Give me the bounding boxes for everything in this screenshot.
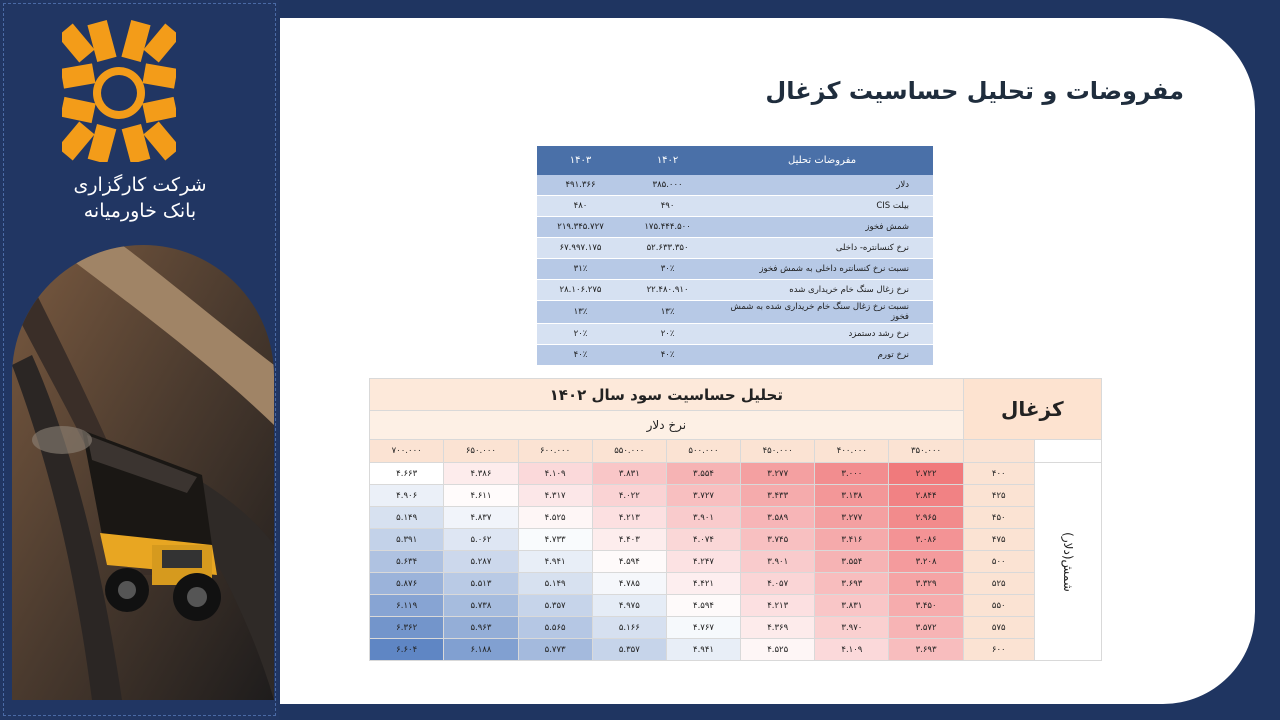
sensitivity-row xyxy=(370,485,1102,507)
sensitivity-cell: ۳.۹۰۱ xyxy=(666,507,740,529)
assumption-row xyxy=(537,217,933,238)
sensitivity-cell: ۴.۸۳۷ xyxy=(444,507,518,529)
assumption-label: دلار xyxy=(711,175,933,196)
sensitivity-cell: ۵.۳۵۷ xyxy=(518,595,592,617)
sensitivity-cell: ۴.۹۴۱ xyxy=(518,551,592,573)
assumption-value-1402: ۵۲.۶۳۳.۳۵۰ xyxy=(624,238,711,259)
sensitivity-cell: ۴.۲۱۳ xyxy=(741,595,815,617)
assumption-value-1403: ۲۰٪ xyxy=(537,324,624,345)
assumption-value-1403: ۴۰٪ xyxy=(537,345,624,366)
assumption-value-1403: ۴۸۰ xyxy=(537,196,624,217)
sensitivity-cell: ۵.۲۸۷ xyxy=(444,551,518,573)
sensitivity-cell: ۳.۲۷۷ xyxy=(741,463,815,485)
sensitivity-cell: ۵.۵۶۵ xyxy=(518,617,592,639)
assumption-label: شمش فخوز xyxy=(711,217,933,238)
sensitivity-row xyxy=(370,507,1102,529)
sensitivity-cell: ۵.۳۹۱ xyxy=(370,529,444,551)
sensitivity-cell: ۲.۹۶۵ xyxy=(889,507,963,529)
sensitivity-cell: ۵.۸۷۶ xyxy=(370,573,444,595)
sensitivity-cell: ۵.۷۳۸ xyxy=(444,595,518,617)
sensitivity-cell: ۴.۷۶۷ xyxy=(666,617,740,639)
sensitivity-cell: ۳.۹۰۱ xyxy=(741,551,815,573)
bullion-price-row-header: ۴۵۰ xyxy=(963,507,1034,529)
sensitivity-cell: ۴.۴۰۳ xyxy=(592,529,666,551)
bullion-price-row-header: ۶۰۰ xyxy=(963,639,1034,661)
sensitivity-cell: ۲.۸۴۴ xyxy=(889,485,963,507)
sensitivity-cell: ۴.۳۱۷ xyxy=(518,485,592,507)
sensitivity-cell: ۴.۵۲۵ xyxy=(741,639,815,661)
sensitivity-cell: ۵.۵۱۳ xyxy=(444,573,518,595)
company-name xyxy=(60,172,220,224)
sensitivity-cell: ۳.۸۳۱ xyxy=(815,595,889,617)
sensitivity-cell: ۴.۷۳۳ xyxy=(518,529,592,551)
assumption-value-1402: ۲۲.۴۸۰.۹۱۰ xyxy=(624,280,711,301)
sensitivity-cell: ۴.۰۵۷ xyxy=(741,573,815,595)
sensitivity-cell: ۴.۲۴۷ xyxy=(666,551,740,573)
dollar-rate-column-header: ۵۰۰.۰۰۰ xyxy=(666,440,740,463)
company-ticker: کزغال xyxy=(963,379,1101,440)
assumption-row xyxy=(537,301,933,324)
sensitivity-cell: ۴.۰۲۲ xyxy=(592,485,666,507)
assumption-label: نرخ تورم xyxy=(711,345,933,366)
sensitivity-cell: ۳.۴۵۰ xyxy=(889,595,963,617)
assumption-row xyxy=(537,280,933,301)
assumption-label: نرخ رشد دستمزد xyxy=(711,324,933,345)
assumption-row xyxy=(537,175,933,196)
sensitivity-cell: ۳.۶۹۳ xyxy=(815,573,889,595)
bullion-axis-label xyxy=(1034,463,1101,661)
sensitivity-cell: ۳.۵۵۴ xyxy=(815,551,889,573)
assumption-row xyxy=(537,324,933,345)
bullion-price-row-header: ۴۲۵ xyxy=(963,485,1034,507)
sensitivity-cell: ۴.۶۱۱ xyxy=(444,485,518,507)
sensitivity-cell: ۳.۱۳۸ xyxy=(815,485,889,507)
sensitivity-cell: ۳.۲۰۸ xyxy=(889,551,963,573)
sensitivity-cell: ۶.۳۶۲ xyxy=(370,617,444,639)
assumption-label: نرخ زغال سنگ خام خریداری شده xyxy=(711,280,933,301)
sensitivity-cell: ۶.۶۰۴ xyxy=(370,639,444,661)
dollar-rate-column-header: ۷۰۰.۰۰۰ xyxy=(370,440,444,463)
assumption-label: نرخ کنسانتره- داخلی xyxy=(711,238,933,259)
sensitivity-cell: ۵.۰۶۲ xyxy=(444,529,518,551)
sensitivity-cell: ۵.۱۴۹ xyxy=(370,507,444,529)
side-header-blank xyxy=(1034,440,1101,463)
sensitivity-cell: ۳.۷۲۷ xyxy=(666,485,740,507)
dollar-rate-column-header: ۵۵۰.۰۰۰ xyxy=(592,440,666,463)
assumption-value-1403: ۲۸.۱۰۶.۲۷۵ xyxy=(537,280,624,301)
sensitivity-cell: ۴.۹۰۶ xyxy=(370,485,444,507)
assumptions-header-label: مفروضات تحلیل xyxy=(711,146,933,175)
sensitivity-cell: ۵.۳۵۷ xyxy=(592,639,666,661)
sensitivity-cell: ۴.۹۴۱ xyxy=(666,639,740,661)
assumption-value-1403: ۳۱٪ xyxy=(537,259,624,280)
sensitivity-cell: ۴.۰۷۴ xyxy=(666,529,740,551)
sensitivity-row xyxy=(370,529,1102,551)
assumption-value-1402: ۳۸۵.۰۰۰ xyxy=(624,175,711,196)
sensitivity-cell: ۳.۰۸۶ xyxy=(889,529,963,551)
assumption-value-1402: ۳۰٪ xyxy=(624,259,711,280)
sensitivity-column-header-row xyxy=(370,440,1102,463)
bullion-price-row-header: ۵۰۰ xyxy=(963,551,1034,573)
sensitivity-row xyxy=(370,595,1102,617)
sensitivity-cell: ۴.۳۸۶ xyxy=(444,463,518,485)
sensitivity-cell: ۳.۵۷۲ xyxy=(889,617,963,639)
assumptions-header-row xyxy=(537,146,933,175)
assumptions-header-1403: ۱۴۰۳ xyxy=(537,146,624,175)
assumption-label: بیلت CIS xyxy=(711,196,933,217)
sensitivity-cell: ۵.۹۶۳ xyxy=(444,617,518,639)
sensitivity-cell: ۴.۱۰۹ xyxy=(815,639,889,661)
sensitivity-cell: ۳.۲۷۷ xyxy=(815,507,889,529)
dollar-rate-column-header: ۴۰۰.۰۰۰ xyxy=(815,440,889,463)
sensitivity-subtitle: نرخ دلار xyxy=(370,411,964,440)
sensitivity-cell: ۳.۹۷۰ xyxy=(815,617,889,639)
company-name-line1: شرکت کارگزاری xyxy=(73,174,207,196)
assumption-value-1403: ۲۱۹.۳۴۵.۷۲۷ xyxy=(537,217,624,238)
sensitivity-row xyxy=(370,463,1102,485)
sensitivity-cell: ۶.۱۱۹ xyxy=(370,595,444,617)
assumption-row xyxy=(537,238,933,259)
sun-logo-icon xyxy=(62,18,176,162)
sensitivity-row xyxy=(370,573,1102,595)
sensitivity-table xyxy=(369,378,1102,661)
sensitivity-cell: ۴.۵۹۴ xyxy=(666,595,740,617)
mining-truck-image xyxy=(12,245,274,700)
assumption-value-1402: ۱۳٪ xyxy=(624,301,711,324)
sensitivity-cell: ۳.۵۸۹ xyxy=(741,507,815,529)
dollar-rate-column-header: ۶۰۰.۰۰۰ xyxy=(518,440,592,463)
sensitivity-cell: ۳.۸۳۱ xyxy=(592,463,666,485)
sensitivity-cell: ۴.۵۹۴ xyxy=(592,551,666,573)
assumption-value-1402: ۴۹۰ xyxy=(624,196,711,217)
bullion-price-row-header: ۵۵۰ xyxy=(963,595,1034,617)
sensitivity-row xyxy=(370,639,1102,661)
assumption-value-1403: ۶۷.۹۹۷.۱۷۵ xyxy=(537,238,624,259)
bullion-price-row-header: ۴۷۵ xyxy=(963,529,1034,551)
sensitivity-cell: ۴.۹۷۵ xyxy=(592,595,666,617)
assumption-label: نسبت نرخ کنسانتره داخلی به شمش فخوز xyxy=(711,259,933,280)
dollar-rate-column-header: ۴۵۰.۰۰۰ xyxy=(741,440,815,463)
assumption-value-1402: ۴۰٪ xyxy=(624,345,711,366)
sensitivity-cell: ۳.۷۴۵ xyxy=(741,529,815,551)
sensitivity-cell: ۵.۷۷۳ xyxy=(518,639,592,661)
corner-blank xyxy=(963,440,1034,463)
sensitivity-title: تحلیل حساسیت سود سال ۱۴۰۲ xyxy=(370,379,964,411)
sensitivity-cell: ۲.۷۲۲ xyxy=(889,463,963,485)
sensitivity-cell: ۳.۶۹۳ xyxy=(889,639,963,661)
sensitivity-cell: ۴.۵۲۵ xyxy=(518,507,592,529)
sensitivity-cell: ۵.۱۴۹ xyxy=(518,573,592,595)
company-name-line2: بانک خاورمیانه xyxy=(83,200,197,222)
sensitivity-cell: ۴.۳۶۹ xyxy=(741,617,815,639)
sensitivity-title-row xyxy=(370,379,1102,411)
sensitivity-cell: ۴.۷۸۵ xyxy=(592,573,666,595)
sensitivity-row xyxy=(370,551,1102,573)
sensitivity-cell: ۳.۰۰۰ xyxy=(815,463,889,485)
sensitivity-cell: ۵.۱۶۶ xyxy=(592,617,666,639)
sensitivity-cell: ۴.۶۶۳ xyxy=(370,463,444,485)
bullion-price-row-header: ۵۷۵ xyxy=(963,617,1034,639)
assumption-value-1402: ۱۷۵.۴۴۴.۵۰۰ xyxy=(624,217,711,238)
assumptions-header-1402: ۱۴۰۲ xyxy=(624,146,711,175)
assumption-row xyxy=(537,345,933,366)
assumptions-table xyxy=(537,146,933,366)
sensitivity-cell: ۳.۵۵۴ xyxy=(666,463,740,485)
dollar-rate-column-header: ۳۵۰.۰۰۰ xyxy=(889,440,963,463)
assumption-value-1403: ۱۳٪ xyxy=(537,301,624,324)
bullion-price-row-header: ۵۲۵ xyxy=(963,573,1034,595)
assumption-row xyxy=(537,259,933,280)
sensitivity-cell: ۴.۲۱۳ xyxy=(592,507,666,529)
bullion-axis-label-text: شمش(دلار) xyxy=(1060,531,1075,592)
sensitivity-cell: ۳.۴۳۳ xyxy=(741,485,815,507)
assumption-label: نسبت نرخ زغال سنگ خام خریداری شده به شمش فخوز xyxy=(711,301,933,324)
assumption-value-1402: ۲۰٪ xyxy=(624,324,711,345)
sensitivity-cell: ۳.۳۲۹ xyxy=(889,573,963,595)
sensitivity-cell: ۶.۱۸۸ xyxy=(444,639,518,661)
sensitivity-cell: ۳.۴۱۶ xyxy=(815,529,889,551)
bullion-price-row-header: ۴۰۰ xyxy=(963,463,1034,485)
assumption-value-1403: ۴۹۱.۳۶۶ xyxy=(537,175,624,196)
dollar-rate-column-header: ۶۵۰.۰۰۰ xyxy=(444,440,518,463)
sensitivity-cell: ۵.۶۳۴ xyxy=(370,551,444,573)
sensitivity-cell: ۴.۴۲۱ xyxy=(666,573,740,595)
page-title: مفروضات و تحلیل حساسیت کزغال xyxy=(765,77,1184,105)
sensitivity-cell: ۴.۱۰۹ xyxy=(518,463,592,485)
assumption-row xyxy=(537,196,933,217)
sensitivity-row xyxy=(370,617,1102,639)
sidebar xyxy=(0,0,279,720)
